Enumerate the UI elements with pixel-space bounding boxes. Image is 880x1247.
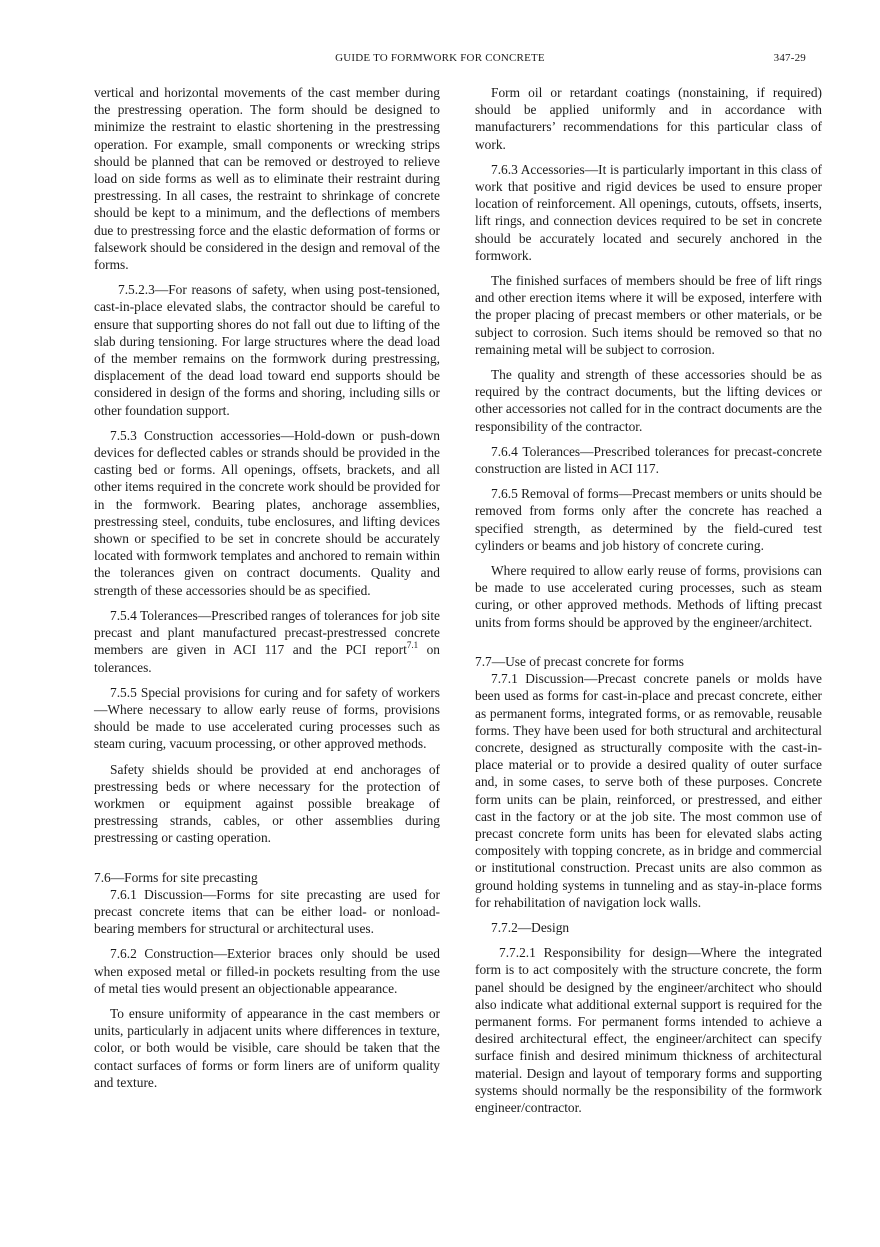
paragraph-uniformity: To ensure uniformity of appearance in the cast members or units, particularly in adjacent units where differences in texture, color, or both would be visible, care should be taken that the contact surfaces of forms or form liners are of uniform quality and texture. — [94, 1005, 440, 1090]
subsection-heading-7-7-2: 7.7.2—Design — [491, 919, 570, 935]
paragraph-7-5-2-3: 7.5.2.3—For reasons of safety, when using post-tensioned, cast-in-place elevated slabs, the contractor should be careful to ensure that supporting shores do not fall out due to lifting of the slab during tensioning. For large structures where the dead load of the member remains on the formwork during prestressing, displacement of the dead load toward end supports should be considered in design of the forms and shoring, including sills or other foundation support. — [94, 282, 440, 418]
running-header — [0, 52, 880, 66]
paragraph-form-oil: Form oil or retardant coatings (nonstaining, if required) should be applied uniformly and in accordance with manufacturers’ recommendations for this particular class of work. — [475, 85, 822, 152]
right-column — [475, 84, 822, 1124]
paragraph-safety-shields: Safety shields should be provided at end anchorages of prestressing beds or where necessary for the protection of workmen or equipment against possible breakage of prestressing strands, cables, or other assemblies during prestressing or casting operation. — [94, 761, 440, 846]
paragraph-7-5-4-tail: on tolerances. — [94, 642, 440, 675]
section-heading-7-7: 7.7—Use of precast concrete for forms — [475, 653, 684, 669]
paragraph-7-6-5: 7.6.5 Removal of forms—Precast members or units should be removed from forms only after the concrete has reached a specified strength, as determined by the field-cured test cylinders or beams and job history of concrete curing. — [475, 486, 822, 553]
paragraph-finished-surfaces: The finished surfaces of members should be free of lift rings and other erection items where it will be exposed, interfere with the proper placing of precast members or other materials, or be subject to corrosion. Such items should be removed so that no remaining metal will be subject to corrosion. — [475, 273, 822, 357]
running-title: GUIDE TO FORMWORK FOR CONCRETE — [335, 52, 545, 64]
paragraph-7-7-2-1: 7.7.2.1 Responsibility for design—Where the integrated form is to act compositely with the structure concrete, the form panel should be designed by the engineer/architect who should also indicate what additional external support is required for the permanent forms. For permanent forms intended to achieve a desired architectural effect, the engineer/architect can specify surface finish and desired minimum thickness of architectural material. Design and layout of temporary forms and supporting systems should normally be the responsibility of the formwork engineer/contractor. — [475, 945, 822, 1115]
paragraph-7-6-4: 7.6.4 Tolerances—Prescribed tolerances for precast-concrete construction are listed in ACI 117. — [475, 443, 822, 477]
paragraph-7-5-4-text: 7.5.4 Tolerances—Prescribed ranges of tolerances for job site precast and plant manufactured precast-prestressed concrete members are given in ACI 117 and the PCI report — [94, 607, 440, 658]
paragraph-continued: vertical and horizontal movements of the cast member during the prestressing operation. The form should be designed to minimize the restraint to elastic shortening in the prestressing operation. For example, small components or wrecking strips should be planned that can be removed or destroyed to relieve load on side forms as well as to eliminate their restraint during prestressing. In all cases, the restraint to shrinkage of concrete should be kept to a minimum, and the deflections of members due to prestressing force and the elastic deformation of forms or falsework should be considered in the design and removal of the forms. — [94, 85, 440, 273]
page-number: 347-29 — [773, 52, 806, 64]
paragraph-7-7-1: 7.7.1 Discussion—Precast concrete panels or molds have been used as forms for cast-in-place and precast concrete, either as permanent forms, integrated forms, or as removable, reusable forms. They have been used for both structural and architectural concrete, designed as structurally composite with the cast-in-place material or to provide a desired quality of outer surface and, in some cases, to serve both of these purposes. Concrete form units can be plain, reinforced, or prestressed, and either cast in the factory or at the job site. The most common use of precast concrete form units has been for elevated slabs acting compositely with topping concrete, as in bridge and commercial or institutional construction. Precast units are also common as ground holding systems in tunneling and as stay-in-place forms for rehabilitation of navigation lock walls. — [475, 671, 822, 910]
paragraph-7-5-3: 7.5.3 Construction accessories—Hold-down or push-down devices for deflected cables or strands should be provided in the casting bed or forms. All openings, offsets, brackets, and all other items required in the concrete work should be provided for in the formwork. Bearing plates, anchorage assemblies, prestressing steel, conduits, tube enclosures, and lifting devices shown or specified to be set in concrete should be accurately located with formwork templates and anchored to remain within the tolerances given on contract documents. Quality and strength of these accessories should be as specified. — [94, 427, 440, 598]
paragraph-7-5-5: 7.5.5 Special provisions for curing and for safety of workers—Where necessary to allow early reuse of forms, provisions should be made to use accelerated curing processes such as steam curing, vacuum processing, or other approved methods. — [94, 684, 440, 752]
paragraph-7-6-1: 7.6.1 Discussion—Forms for site precasting are used for precast concrete items that can be either load- or nonload-bearing members for structural or architectural uses. — [94, 886, 440, 937]
paragraph-early-reuse: Where required to allow early reuse of forms, provisions can be made to use accelerated curing processes, such as steam curing, or other approved methods. Methods of lifting precast units from forms should be approved by the engineer/architect. — [475, 563, 822, 630]
section-heading-7-6: 7.6—Forms for site precasting — [94, 869, 258, 885]
paragraph-accessory-quality: The quality and strength of these accessories should be as required by the contract documents, but the lifting devices or other accessories not called for in the contract documents are the responsibility of the contractor. — [475, 367, 822, 434]
paragraph-7-6-3: 7.6.3 Accessories—It is particularly important in this class of work that positive and rigid devices be used to ensure proper location of reinforcement. All openings, cutouts, offsets, inserts, lift rings, and connection devices required to be set in concrete should be accurately located and securely anchored in the formwork. — [475, 161, 822, 263]
left-column — [94, 84, 440, 1099]
paragraph-7-6-2: 7.6.2 Construction—Exterior braces only should be used when exposed metal or filled-in pockets resulting from the use of metal ties would present an objectionable appearance. — [94, 946, 440, 996]
reference-superscript: 7.1 — [406, 640, 419, 651]
paragraph-7-5-4 — [94, 607, 440, 676]
